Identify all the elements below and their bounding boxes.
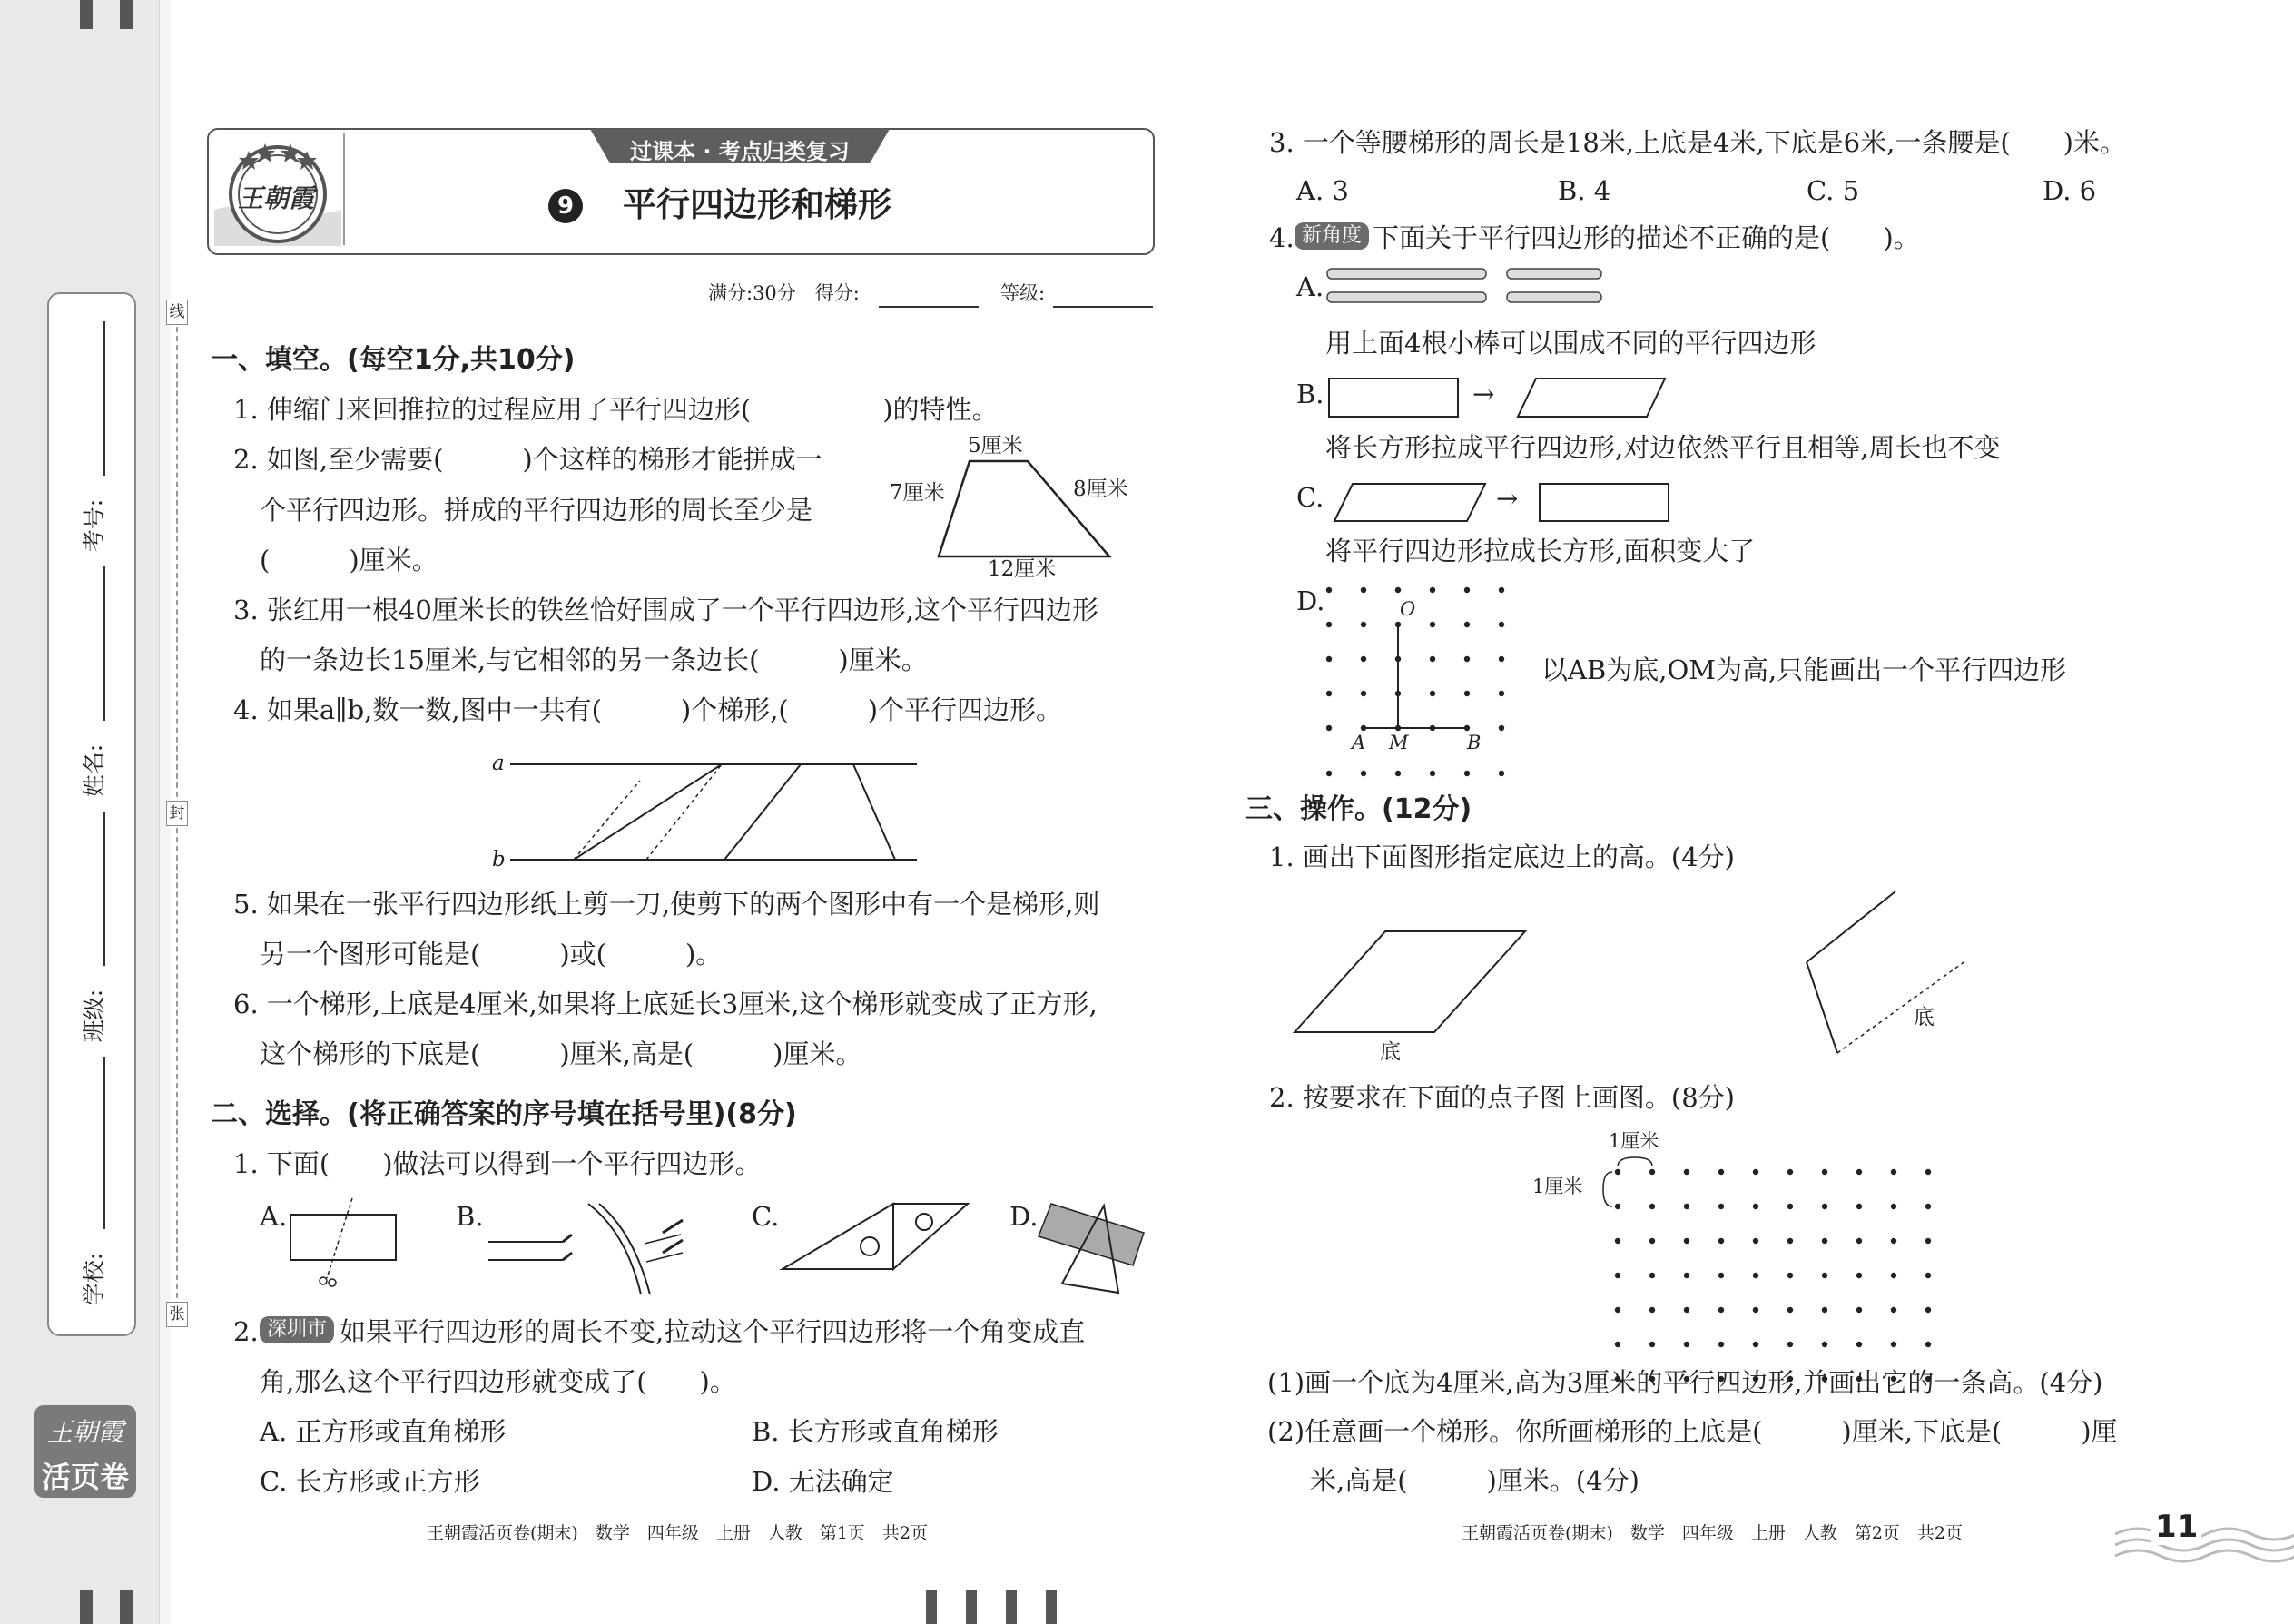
brand-line1: 王朝霞 [46,1417,123,1447]
unit-left-label: 1厘米 [1532,1176,1583,1197]
school-label: 学校: [81,1252,107,1306]
crop-mark [926,1590,937,1624]
grid-dot [1499,725,1504,731]
right-footer: 王朝霞活页卷(期末) 数学 四年级 上册 人教 第2页 共2页 [1462,1523,1964,1543]
grid-dot[interactable] [1718,1169,1724,1175]
brand-logo [34,1405,136,1498]
r-q4-number: 4. [1269,222,1295,253]
opt-b-text: 将长方形拉成平行四边形,对边依然平行且相等,周长也不变 [1325,432,2001,463]
q2-line3: ( )厘米。 [260,545,438,576]
c2-number: 2. [233,1316,259,1347]
c1-text: 1. 下面( )做法可以得到一个平行四边形。 [233,1148,762,1179]
dot-grid-op2 [1534,1130,1961,1353]
grid-dot [1326,622,1332,627]
grid-dot[interactable] [1718,1342,1724,1347]
grid-dot[interactable] [1753,1204,1758,1209]
opt-d-label[interactable]: D. [1296,586,1325,616]
pt-o-label: O [1400,598,1416,620]
grid-dot[interactable] [1925,1273,1931,1278]
class-field[interactable] [49,812,134,1043]
score-field[interactable] [879,306,979,308]
grid-dot[interactable] [1684,1273,1689,1278]
trap-top-label: 5厘米 [968,434,1023,458]
parallel-lines-figure [490,744,926,871]
grid-dot [1361,656,1366,662]
grid-dot[interactable] [1787,1307,1793,1313]
grid-dot [1499,771,1504,776]
grid-dot[interactable] [1787,1273,1793,1278]
grid-dot[interactable] [1649,1204,1655,1209]
grid-dot [1361,587,1366,593]
grid-dot[interactable] [1787,1204,1793,1209]
grid-dot [1499,656,1504,662]
opt-a-text: 用上面4根小棒可以围成不同的平行四边形 [1325,328,1816,359]
grid-dot [1326,725,1332,731]
grid-dot[interactable] [1718,1238,1724,1244]
grade-label: 等级: [1000,282,1046,304]
grid-dot[interactable] [1753,1342,1758,1347]
q3-line2: 的一条边长15厘米,与它相邻的另一条边长( )厘米。 [260,645,928,675]
c2-opt-b[interactable]: B. 长方形或直角梯形 [752,1416,999,1447]
grid-dot[interactable] [1753,1238,1758,1244]
opt-a-label[interactable]: A. [1296,271,1324,302]
grid-dot[interactable] [1718,1307,1724,1313]
grid-dot[interactable] [1649,1238,1655,1244]
grade-field[interactable] [1053,306,1153,308]
section3-heading: 三、操作。(12分) [1245,793,1472,825]
c1-opt-b[interactable]: B. [456,1201,484,1232]
crop-mark [1006,1590,1017,1624]
c2-opt-d[interactable]: D. 无法确定 [752,1466,894,1497]
shenzhen-badge: 深圳市 [260,1316,334,1343]
opt-c-text: 将平行四边形拉成长方形,面积变大了 [1325,536,1756,566]
grid-dot[interactable] [1925,1204,1931,1209]
grid-dot [1464,622,1470,627]
grid-dot [1361,691,1366,696]
q2-line2: 个平行四边形。拼成的平行四边形的周长至少是 [260,495,813,526]
section2-heading: 二、选择。(将正确答案的序号填在括号里)(8分) [211,1098,797,1130]
c2-opt-c[interactable]: C. 长方形或正方形 [260,1466,480,1497]
c2-line2: 角,那么这个平行四边形就变成了( )。 [260,1366,736,1397]
grid-dot [1499,691,1504,696]
opt-c-label[interactable]: C. [1296,482,1324,513]
grid-dot[interactable] [1615,1307,1620,1313]
page-number-area [2115,1507,2294,1570]
page-title: 平行四边形和梯形 [623,185,891,224]
grid-dot [1430,771,1435,776]
unit-brace-top [1618,1157,1652,1166]
r-q3-text: 3. 一个等腰梯形的周长是18米,上底是4米,下底是6米,一条腰是( )米。 [1269,127,2126,158]
dot-grid-d [1316,581,1525,776]
grid-dot[interactable] [1891,1342,1896,1347]
grid-dot [1430,622,1435,627]
grid-dot [1430,656,1435,662]
pt-b-label: B [1467,732,1482,753]
grid-dot[interactable] [1925,1307,1931,1313]
rect-to-para-figure [1327,376,1672,421]
left-footer: 王朝霞活页卷(期末) 数学 四年级 上册 人教 第1页 共2页 [427,1523,929,1543]
grid-dot[interactable] [1925,1342,1931,1347]
trapezoid-figure [881,436,1144,581]
grid-dot [1430,691,1435,696]
grid-dot[interactable] [1822,1273,1827,1278]
crop-mark [1046,1590,1057,1624]
page-number: 11 [2151,1509,2201,1545]
grid-dot[interactable] [1615,1204,1620,1209]
grid-dot [1326,656,1332,662]
grid-dot[interactable] [1856,1273,1862,1278]
logo-divider [343,133,345,245]
grid-dot[interactable] [1684,1169,1689,1175]
student-info-panel [47,292,136,1336]
q2-line1: 2. 如图,至少需要( )个这样的梯形才能拼成一 [233,444,822,475]
header-ribbon [590,129,890,163]
c1-opt-d[interactable]: D. [1009,1201,1039,1232]
grid-dot[interactable] [1753,1273,1758,1278]
logo-text: 王朝霞 [238,183,315,213]
trap-left-label: 7厘米 [890,481,945,505]
r-q3-opt-c[interactable]: C. 5 [1807,175,1860,206]
unit-top-label: 1厘米 [1609,1130,1659,1152]
grid-dot[interactable] [1856,1342,1862,1347]
grid-dot[interactable] [1684,1307,1689,1313]
grid-dot[interactable] [1925,1238,1931,1244]
grid-dot [1464,656,1470,662]
c2-badge [260,1316,334,1343]
grid-dot[interactable] [1718,1273,1724,1278]
crop-mark [80,0,93,29]
grid-dot[interactable] [1856,1238,1862,1244]
opt-d-text: 以AB为底,OM为高,只能画出一个平行四边形 [1541,655,2067,685]
grid-dot[interactable] [1856,1307,1862,1313]
grid-dot [1464,771,1470,776]
grid-dot[interactable] [1684,1238,1689,1244]
cut-marker-xian: 线 [166,300,188,325]
section1-heading: 一、填空。(每空1分,共10分) [211,344,576,376]
r-q4-text: 下面关于平行四边形的描述不正确的是( )。 [1373,222,1920,253]
grid-dot[interactable] [1649,1307,1655,1313]
grid-dot[interactable] [1753,1307,1758,1313]
grid-dot [1464,587,1470,593]
grid-dot [1326,691,1332,696]
grid-dot[interactable] [1684,1204,1689,1209]
q3-line1: 3. 张红用一根40厘米长的铁丝恰好围成了一个平行四边形,这个平行四边形 [233,595,1099,625]
line-a-label: a [492,752,505,775]
grid-dot[interactable] [1718,1204,1724,1209]
q4-text: 4. 如果a∥b,数一数,图中一共有( )个梯形,( )个平行四边形。 [233,694,1063,725]
grid-dot[interactable] [1649,1342,1655,1347]
grid-dot[interactable] [1787,1342,1793,1347]
op1-parallelogram [1289,926,1543,1062]
grid-dot[interactable] [1891,1238,1896,1244]
ribbon-text: 过课本 · 考点归类复习 [630,139,850,164]
sub2-line1: (2)任意画一个梯形。你所画梯形的上底是( )厘米,下底是( )厘 [1267,1416,2118,1447]
grid-dot [1499,587,1504,593]
q1-text: 1. 伸缩门来回推拉的过程应用了平行四边形( )的特性。 [233,394,999,425]
grid-dot[interactable] [1891,1307,1896,1313]
op1-text: 1. 画出下面图形指定底边上的高。(4分) [1269,842,1735,872]
c1-opt-c[interactable]: C. [752,1201,780,1232]
crop-mark [120,1590,133,1624]
grid-dot [1326,587,1332,593]
line-b-label: b [492,848,506,871]
base1-label: 底 [1380,1040,1401,1064]
sub2-line2: 米,高是( )厘米。(4分) [1310,1465,1639,1496]
grid-dot[interactable] [1856,1204,1862,1209]
grid-dot[interactable] [1822,1307,1827,1313]
q5-line2: 另一个图形可能是( )或( )。 [260,939,723,969]
c1-fig-a [281,1196,409,1287]
q5-line1: 5. 如果在一张平行四边形纸上剪一刀,使剪下的两个图形中有一个是梯形,则 [233,889,1100,920]
crop-mark [120,0,133,29]
grid-dot[interactable] [1649,1273,1655,1278]
grid-dot [1326,771,1332,776]
trap-right-label: 8厘米 [1073,477,1128,501]
unit-brace-left [1603,1172,1612,1206]
opt-b-label[interactable]: B. [1296,379,1324,409]
arrow-b: → [1472,379,1495,409]
c2-opt-a[interactable]: A. 正方形或直角梯形 [260,1416,507,1447]
grid-dot[interactable] [1787,1238,1793,1244]
grid-dot[interactable] [1822,1238,1827,1244]
class-label: 班级: [81,989,107,1043]
grid-dot[interactable] [1615,1342,1620,1347]
c1-opt-a[interactable]: A. [260,1201,288,1232]
name-label: 姓名: [81,743,107,798]
pt-m-label: M [1389,732,1409,753]
section-number-badge: 9 [548,189,583,223]
grid-dot[interactable] [1891,1169,1896,1175]
op1-angle-figure [1797,888,1979,1060]
grid-dot [1464,691,1470,696]
crop-mark [966,1590,977,1624]
grid-dot [1499,622,1504,627]
grid-dot[interactable] [1615,1238,1620,1244]
sticks-figure [1325,265,1607,310]
grid-dot[interactable] [1822,1169,1827,1175]
q6-line1: 6. 一个梯形,上底是4厘米,如果将上底延长3厘米,这个梯形就变成了正方形, [233,989,1098,1019]
grid-dot [1395,771,1401,776]
r-q3-opt-a[interactable]: A. 3 [1296,175,1349,206]
grid-dot[interactable] [1891,1273,1896,1278]
q6-line2: 这个梯形的下底是( )厘米,高是( )厘米。 [260,1038,862,1069]
pt-a-label: A [1352,732,1366,753]
grid-dot[interactable] [1615,1273,1620,1278]
arrow-c: → [1496,483,1519,514]
grid-dot[interactable] [1684,1342,1689,1347]
exam-number-field[interactable] [49,321,134,553]
new-angle-badge: 新角度 [1295,222,1369,250]
grid-dot [1361,622,1366,627]
grid-dot[interactable] [1787,1169,1793,1175]
name-field[interactable] [49,566,134,798]
grid-dot[interactable] [1615,1169,1620,1175]
op2-text: 2. 按要求在下面的点子图上画图。(8分) [1269,1082,1735,1113]
cut-marker-zhang: 张 [166,1302,188,1327]
trap-bottom-label: 12厘米 [988,557,1057,581]
grid-dot[interactable] [1649,1169,1655,1175]
base2-label: 底 [1914,1006,1935,1029]
grid-dot [1430,587,1435,593]
grid-dot [1361,771,1366,776]
c1-fig-b [481,1196,699,1296]
r-q4-badge [1295,222,1369,250]
grid-dot [1395,587,1401,593]
grid-dot[interactable] [1891,1204,1896,1209]
c1-fig-d [1035,1196,1153,1296]
brand-line2: 活页卷 [41,1460,129,1494]
grid-dot[interactable] [1856,1169,1862,1175]
r-q3-opt-d[interactable]: D. 6 [2043,175,2097,206]
exam-number-label: 考号: [81,498,107,553]
score-label: 满分:30分 得分: [708,282,860,304]
grid-dot[interactable] [1753,1169,1758,1175]
grid-dot[interactable] [1925,1169,1931,1175]
c2-line1: 如果平行四边形的周长不变,拉动这个平行四边形将一个角变成直 [340,1316,1086,1347]
grid-dot[interactable] [1822,1204,1827,1209]
sub1-text: (1)画一个底为4厘米,高为3厘米的平行四边形,并画出它的一条高。(4分) [1267,1367,2103,1398]
grid-dot[interactable] [1822,1342,1827,1347]
cut-marker-feng: 封 [166,801,188,826]
c1-fig-c [779,1196,970,1287]
school-field[interactable] [49,1057,134,1311]
crop-mark [80,1590,93,1624]
r-q3-opt-b[interactable]: B. 4 [1558,175,1611,206]
